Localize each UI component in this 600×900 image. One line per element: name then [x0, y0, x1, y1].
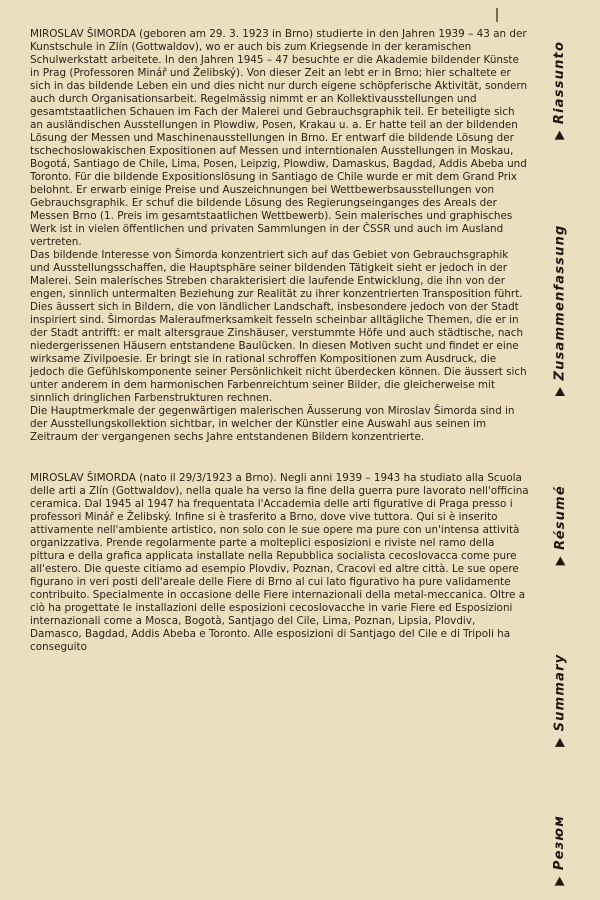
tab-label: Zusammenfassung: [552, 223, 568, 381]
german-exhibition-paragraph: Die Hauptmerkmale der gegenwärtigen malerischen Äusserung von Miroslav Šimorda sind in der Ausstellungskollektion sichtbar, in welcher der Künstler eine Auswahl aus seinen im Zeitraum der vergangenen sechs Jahre entstandenen Bildern konzentrierte.: [30, 405, 515, 443]
tab-summary[interactable]: [540, 640, 580, 760]
tab-zusammenfassung[interactable]: [540, 200, 580, 420]
text-column: [30, 28, 530, 654]
tab-label: Riassunto: [552, 40, 568, 124]
triangle-marker-icon: [555, 556, 565, 565]
tab-rezyum[interactable]: [540, 800, 580, 900]
triangle-marker-icon: [555, 130, 565, 139]
tab-label: Резюм: [552, 814, 568, 870]
german-biography-paragraph: MIROSLAV ŠIMORDA (geboren am 29. 3. 1923 in Brno) studierte in den Jahren 1939 – 43 an der Kunstschule in Zlín (Gottwaldov), wo er auch bis zum Kriegsende in der keramischen Schulwerkstatt arbeitete. In den Jahren 1945 – 47 besuchte er die Akademie bildender Künste in Prag (Professoren Minář und Želibský). Von dieser Zeit an lebt er in Brno; hier schaltete er sich in das bildende Leben ein und dies nicht nur durch eigene schöpferische Aktivität, sondern auch durch Organisationsarbeit. Regelmässig nimmt er an Kollektivausstellungen und gesamtstaatlichen Schauen im Fach der Malerei und Gebrauchsgraphik teil. Er beteiligte sich an ausländischen Ausstellungen in Plowdiw, Posen, Krakau u. a. Er hatte teil an der bildenden Lösung der Messen und Maschinenausstellungen in Brno. Er entwarf die bildende Lösung der tschechoslowakischen Expositionen auf Messen und interntionalen Ausstellungen in Moskau, Bogotá, Santiago de Chile, Lima, Posen, Leipzig, Plowdiw, Damaskus, Bagdad, Addis Abeba und Toronto. Für die bildende Expositionslösung in Santiago de Chile wurde er mit dem Grand Prix belohnt. Er erwarb einige Preise und Auszeichnungen bei Wettbewerbsausstellungen von Gebrauchsgraphik. Er schuf die bildende Lösung des Regierungseinganges des Areals der Messen Brno (1. Preis im gesamtstaatlichen Wettbewerb). Sein malerisches und graphisches Werk ist in vielen öffentlichen und privaten Sammlungen in der ČSSR und auch im Ausland vertreten.: [30, 28, 528, 248]
tab-riassunto[interactable]: [540, 30, 580, 150]
tab-resume[interactable]: [540, 470, 580, 580]
triangle-marker-icon: [555, 387, 565, 396]
tab-label: Summary: [552, 653, 568, 731]
language-index-sidebar: [540, 0, 590, 900]
tab-label: Résumé: [552, 484, 568, 550]
triangle-marker-icon: [555, 876, 565, 885]
triangle-marker-icon: [555, 737, 565, 746]
italian-biography-paragraph: MIROSLAV ŠIMORDA (nato il 29/3/1923 a Brno). Negli anni 1939 – 1943 ha studiato alla Scuola delle arti a Zlín (Gottwaldov), nella quale ha verso la fine della guerra pure lavorato nell'officina ceramica. Dal 1945 al 1947 ha frequentata l'Accademia delle arti figurative di Praga presso i professori Minář e Želibský. Infine si è trasferito a Brno, dove vive tuttora. Qui si è inserito attivamente nell'ambiente artistico, non solo con le sue opere ma pure con un'intensa attività organizzativa. Prende regolarmente parte a molteplici esposizioni e riviste nel ramo della pittura e della grafica applicata installate nella Repubblica socialista cecoslovacca come pure all'estero. Die queste citiamo ad esempio Plovdiv, Poznan, Cracovi ed altre città. Le sue opere figurano in veri posti dell'areale delle Fiere di Brno al cui lato figurativo ha pure validamente contribuito. Specialmente in occasione delle Fiere internazionali della metal-meccanica. Oltre a ciò ha progettate le installazioni delle esposizioni cecoslovacche in varie Fiere ed Esposizioni internazionali come a Mosca, Bogotà, Santjago del Cile, Lima, Poznan, Lipsia, Plovdiv, Damasco, Bagdad, Addis Abeba e Toronto. Alle esposizioni di Santjago del Cile e di Tripoli ha conseguito: [30, 472, 529, 653]
margin-tick: [496, 8, 498, 22]
german-artistic-paragraph: Das bildende Interesse von Šimorda konzentriert sich auf das Gebiet von Gebrauchsgraphik und Ausstellungsschaffen, die Hauptsphäre seiner bildenden Tätigkeit sieht er jedoch in der Malerei. Sein malerisches Streben charakterisiert die laufende Entwicklung, die ihn von der engen, sinnlich untermalten Beziehung zur Realität zu ihrer konzentrierten Transposition führt. Dies äussert sich in Bildern, die von ländlicher Landschaft, insbesondere jedoch von der Stadt inspiriert sind. Šimordas Maleraufmerksamkeit fesseln scheinbar alltägliche Themen, die er in der Stadt antrifft: er malt altersgraue Zinshäuser, verstummte Höfe und auch städtische, nach niedergerissenen Häusern entstandene Baulücken. In diesen Motiven sucht und findet er eine wirksame Zivilpoesie. Er bringt sie in rational schroffen Kompositionen zum Ausdruck, die jedoch die Gefühlskomponente seiner Persönlichkeit nicht überdecken können. Die äussert sich unter anderem in dem harmonischen Farbenreichtum seiner Bilder, die gleicherweise mit sinnlich dringlichen Farbenstrukturen rechnen.: [30, 249, 527, 404]
